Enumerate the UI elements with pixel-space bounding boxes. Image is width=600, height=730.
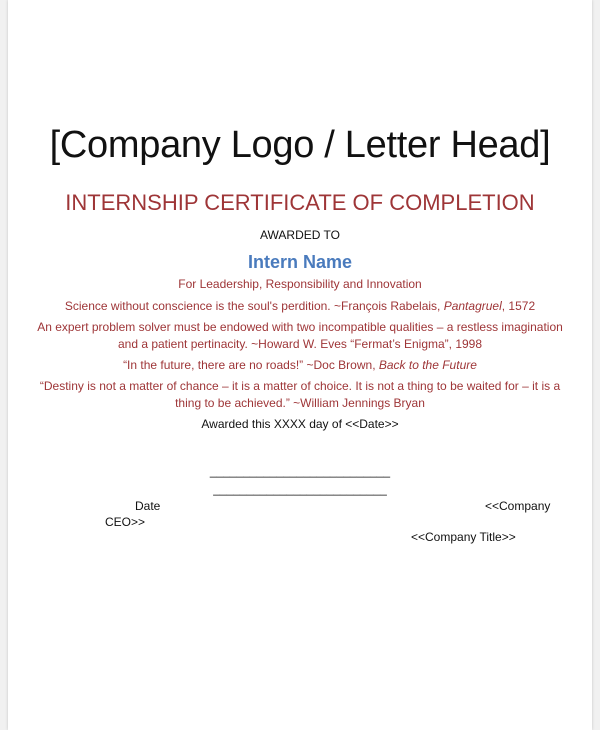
quote-text: Science without conscience is the soul's perdition. ~François Rabelais, bbox=[64, 299, 444, 313]
quote-suffix: , 1572 bbox=[501, 299, 536, 313]
quote-eves bbox=[8, 319, 592, 353]
quote-line: and a patient pertinacity. ~Howard W. Eves “Fermat’s Enigma”, 1998 bbox=[117, 337, 483, 351]
quote-doc-brown bbox=[8, 357, 592, 374]
letterhead: [Company Logo / Letter Head] bbox=[49, 124, 551, 166]
intern-name: Intern Name bbox=[247, 252, 353, 272]
company-ceo-label: <<Company bbox=[485, 499, 551, 513]
awarded-to-label: AWARDED TO bbox=[259, 228, 340, 242]
quote-line: thing to be achieved.” ~William Jennings Bryan bbox=[175, 396, 425, 410]
company-title-label: <<Company Title>> bbox=[411, 530, 516, 544]
quote-rabelais bbox=[8, 298, 592, 315]
certificate-title: INTERNSHIP CERTIFICATE OF COMPLETION bbox=[65, 190, 535, 215]
signature-line: ___________________________ bbox=[209, 464, 391, 478]
date-label: Date bbox=[135, 499, 161, 513]
quote-work: Back to the Future bbox=[378, 358, 477, 372]
award-reason: For Leadership, Responsibility and Innovation bbox=[178, 277, 422, 291]
quote-line: “Destiny is not a matter of chance – it is a matter of choice. It is not a thing to be waited for – it is a bbox=[39, 379, 561, 393]
signature-line: __________________________ bbox=[213, 482, 387, 496]
awarded-day: Awarded this XXXX day of <<Date>> bbox=[201, 417, 399, 431]
quote-text: “In the future, there are no roads!” ~Doc Brown, bbox=[123, 358, 379, 372]
quote-work: Pantagruel bbox=[443, 299, 502, 313]
company-ceo-label-continued: CEO>> bbox=[105, 515, 146, 529]
certificate-page bbox=[8, 0, 592, 730]
quote-bryan bbox=[8, 378, 592, 412]
quote-line: An expert problem solver must be endowed with two incompatible qualities – a restless imagination bbox=[37, 320, 563, 334]
